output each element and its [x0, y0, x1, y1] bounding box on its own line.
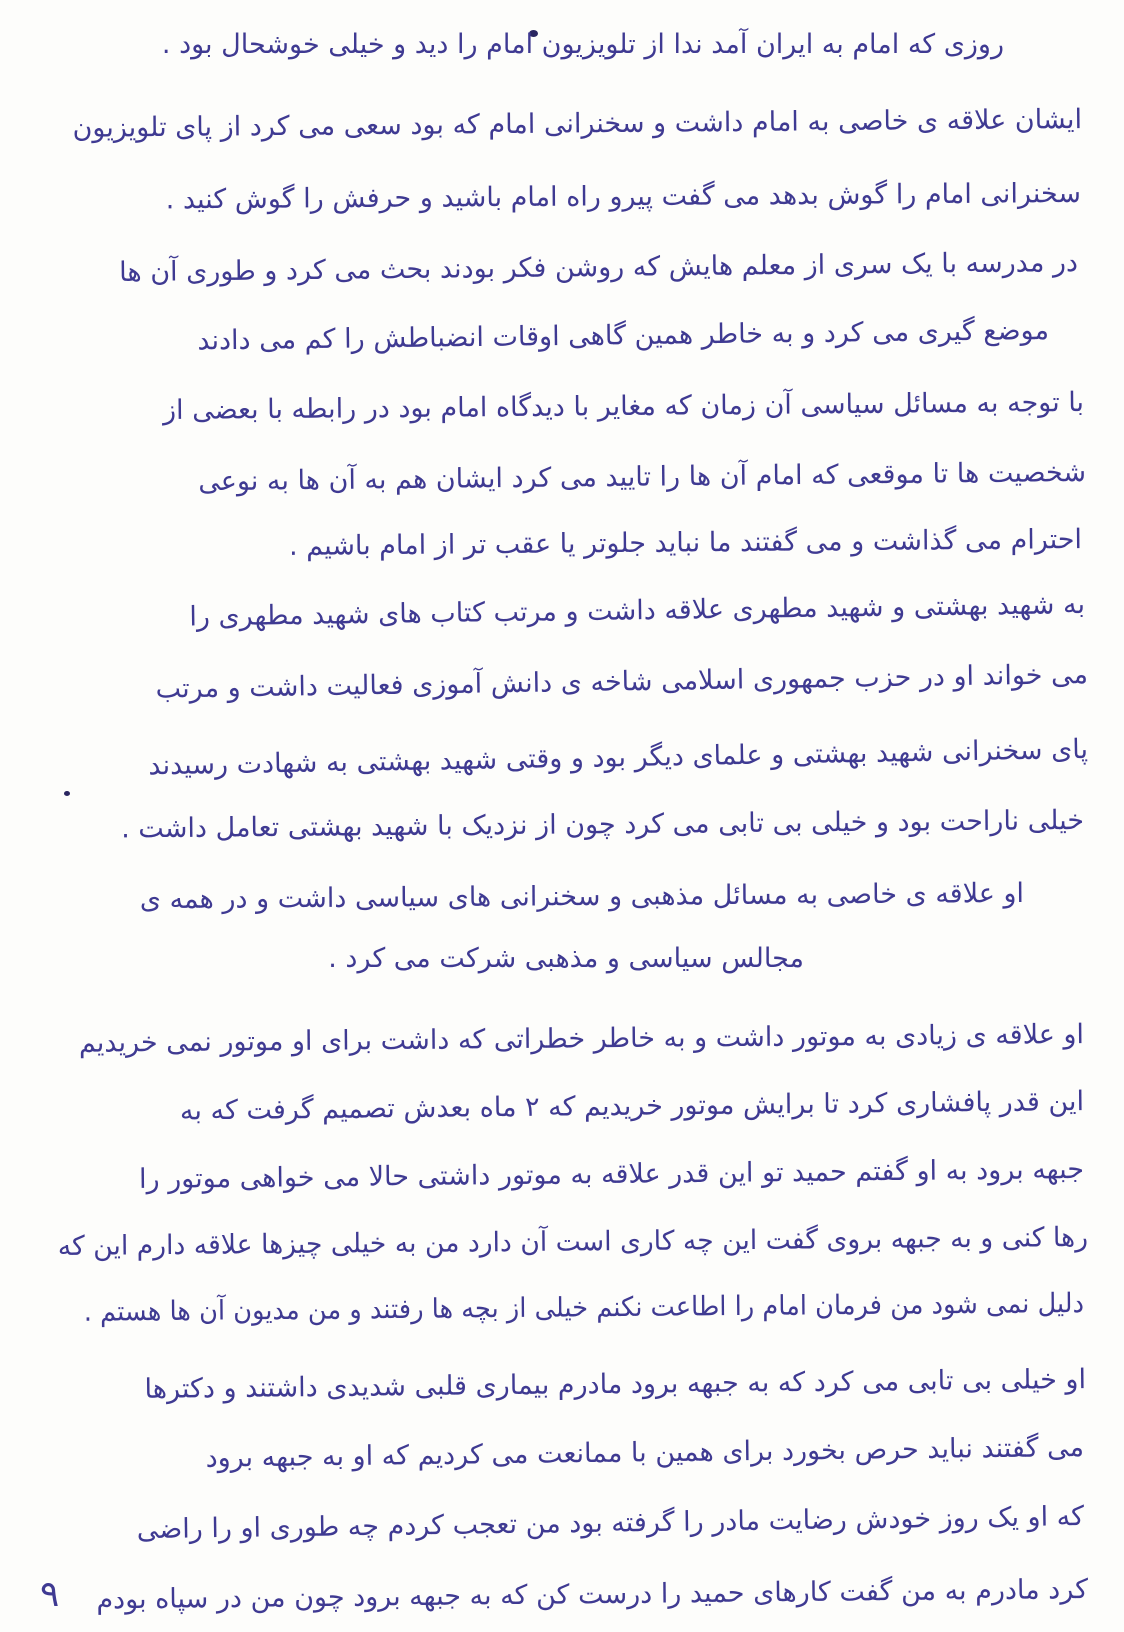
text-line: دلیل نمی شود من فرمان امام را اطاعت نکنم خیلی از بچه ها رفتند و من مدیون آن ها هستم .: [83, 1288, 1085, 1328]
text-line: که او یک روز خودش رضایت مادر را گرفته بود من تعجب کردم چه طوری او را راضی: [136, 1501, 1085, 1546]
text-line: در مدرسه با یک سری از معلم هایش که روشن فکر بودند بحث می کرد و طوری آن ها: [119, 247, 1079, 289]
text-line: پای سخنرانی شهید بهشتی و علمای دیگر بود و وقتی شهید بهشتی به شهادت رسیدند: [148, 734, 1089, 782]
text-line: شخصیت ها تا موقعی که امام آن ها را تایید می کرد ایشان هم به آن ها به نوعی: [198, 457, 1087, 498]
text-line: مجالس سیاسی و مذهبی شرکت می کرد .: [328, 943, 804, 974]
text-line: روزی که امام به ایران آمد ندا از تلویزیون امام را دید و خیلی خوشحال بود .: [161, 29, 1004, 60]
text-line: او علاقه ی خاصی به مسائل مذهبی و سخنرانی های سیاسی داشت و در همه ی: [139, 878, 1025, 916]
text-line: سخنرانی امام را گوش بدهد می گفت پیرو راه امام باشید و حرفش را گوش کنید .: [165, 178, 1082, 216]
page-number: ۹: [40, 1574, 60, 1615]
text-line: رها کنی و به جبهه بروی گفت این چه کاری است آن دارد من به خیلی چیزها علاقه دارم این که: [57, 1222, 1089, 1262]
text-line: کرد مادرم به من گفت کارهای حمید را درست کن که به جبهه برود چون من در سپاه بودم: [96, 1574, 1089, 1616]
text-line: او خیلی بی تابی می کرد که به جبهه برود مادرم بیماری قلبی شدیدی داشتند و دکترها: [144, 1364, 1087, 1405]
text-line: احترام می گذاشت و می گفتند ما نباید جلوتر یا عقب تر از امام باشیم .: [288, 524, 1083, 562]
text-line: این قدر پافشاری کرد تا برایش موتور خریدیم که ۲ ماه بعدش تصمیم گرفت که به: [179, 1086, 1085, 1127]
text-line: به شهید بهشتی و شهید مطهری علاقه داشت و مرتب کتاب های شهید مطهری را: [189, 589, 1086, 633]
text-line: ایشان علاقه ی خاصی به امام داشت و سخنرانی امام که بود سعی می کرد از پای تلویزیون: [72, 104, 1083, 144]
text-line: با توجه به مسائل سیاسی آن زمان که مغایر با دیدگاه امام بود در رابطه با بعضی از: [162, 387, 1085, 427]
text-line: می خواند او در حزب جمهوری اسلامی شاخه ی دانش آموزی فعالیت داشت و مرتب: [155, 659, 1089, 705]
text-line: او علاقه ی زیادی به موتور داشت و به خاطر خطراتی که داشت برای او موتور نمی خریدیم: [78, 1019, 1085, 1059]
text-line: خیلی ناراحت بود و خیلی بی تابی می کرد چون از نزدیک با شهید بهشتی تعامل داشت .: [121, 805, 1085, 845]
text-line: جبهه برود به او گفتم حمید تو این قدر علاقه به موتور داشتی حالا می خواهی موتور را: [138, 1154, 1085, 1195]
text-line: موضع گیری می کرد و به خاطر همین گاهی اوقات انضباطش را کم می دادند: [197, 315, 1050, 357]
text-line: می گفتند نباید حرص بخورد برای همین با ممانعت می کردیم که او به جبهه برود: [205, 1432, 1085, 1474]
